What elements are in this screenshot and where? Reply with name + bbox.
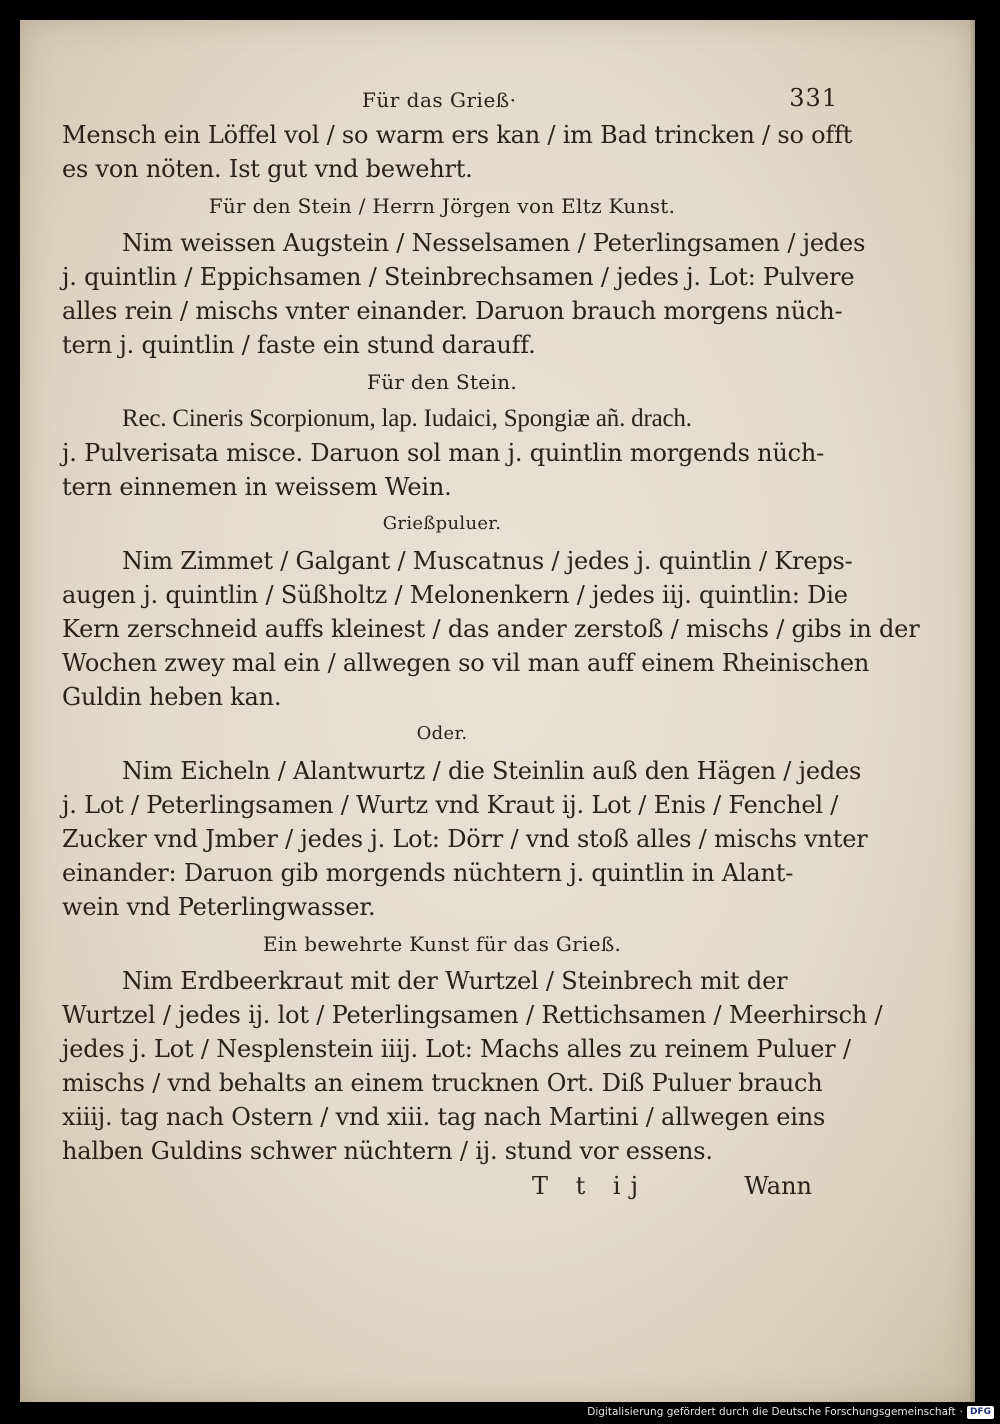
text-line: j. Lot / Peterlingsamen / Wurtz vnd Kraut ij. Lot / Enis / Fenchel / [62, 791, 839, 819]
section-heading: Ein bewehrte Kunst für das Grieß. [262, 932, 622, 956]
text-line: halben Guldins schwer nüchtern / ij. stund vor essens. [62, 1137, 713, 1165]
section-heading: Für den Stein / Herrn Jörgen von Eltz Kunst. [208, 194, 676, 218]
section-heading: Für den Stein. [367, 370, 517, 394]
text-line: j. quintlin / Eppichsamen / Steinbrechsamen / jedes j. Lot: Pulvere [62, 263, 855, 291]
digitization-footer [587, 1404, 994, 1420]
text-line: tern einnemen in weissem Wein. [62, 473, 452, 501]
running-title: Für das Grieß· [362, 88, 517, 112]
text-line: Nim weissen Augstein / Nesselsamen / Peterlingsamen / jedes [122, 229, 866, 257]
footer-credit: Digitalisierung gefördert durch die Deutsche Forschungsgemeinschaft [587, 1406, 956, 1418]
text-line: einander: Daruon gib morgends nüchtern j. quintlin in Alant- [62, 859, 794, 887]
text-line: Zucker vnd Jmber / jedes j. Lot: Dörr / vnd stoß alles / mischs vnter [62, 825, 868, 853]
text-line: mischs / vnd behalts an einem trucknen Ort. Diß Puluer brauch [62, 1069, 823, 1097]
page-number: 331 [789, 84, 838, 112]
text-line: j. Pulverisata misce. Daruon sol man j. quintlin morgends nüch- [62, 439, 825, 467]
text-line: xiiij. tag nach Ostern / vnd xiii. tag nach Martini / allwegen eins [62, 1103, 826, 1131]
dfg-logo: DFG [967, 1406, 994, 1419]
text-line: tern j. quintlin / faste ein stund darauff. [62, 331, 536, 359]
running-head [62, 82, 838, 118]
text-line: Nim Eicheln / Alantwurtz / die Steinlin auß den Hägen / jedes [122, 757, 862, 785]
text-line: wein vnd Peterlingwasser. [62, 893, 376, 921]
text-line: Mensch ein Löffel vol / so warm ers kan / im Bad trincken / so offt [62, 121, 853, 149]
footer-separator: · [959, 1406, 963, 1418]
page-edge-shadow [969, 20, 975, 1402]
book-page [20, 20, 975, 1402]
text-line: es von nöten. Ist gut vnd bewehrt. [62, 155, 473, 183]
text-line: Wurtzel / jedes ij. lot / Peterlingsamen / Rettichsamen / Meerhirsch / [62, 1001, 883, 1029]
text-line: Guldin heben kan. [62, 683, 282, 711]
page-text-block [62, 82, 920, 1206]
text-line: Nim Erdbeerkraut mit der Wurtzel / Steinbrech mit der [122, 967, 788, 995]
section-heading: Grießpuluer. [382, 513, 502, 534]
catchword: Wann [744, 1172, 812, 1200]
section-heading: Oder. [416, 723, 468, 744]
text-line: alles rein / mischs vnter einander. Daruon brauch morgens nüch- [62, 297, 843, 325]
text-line: jedes j. Lot / Nesplenstein iiij. Lot: Machs alles zu reinem Puluer / [62, 1035, 851, 1063]
text-line: Kern zerschneid auffs kleinest / das ander zerstoß / mischs / gibs in der [62, 615, 920, 643]
page-body [62, 118, 920, 1168]
text-line: augen j. quintlin / Süßholtz / Melonenkern / jedes iij. quintlin: Die [62, 581, 848, 609]
latin-text-line: Rec. Cineris Scorpionum, lap. Iudaici, Spongiæ añ. drach. [122, 405, 692, 432]
signature-mark: T t ij [532, 1172, 649, 1200]
catch-line [62, 1168, 822, 1206]
text-line: Nim Zimmet / Galgant / Muscatnus / jedes j. quintlin / Kreps- [122, 547, 853, 575]
text-line: Wochen zwey mal ein / allwegen so vil man auff einem Rheinischen [62, 649, 870, 677]
